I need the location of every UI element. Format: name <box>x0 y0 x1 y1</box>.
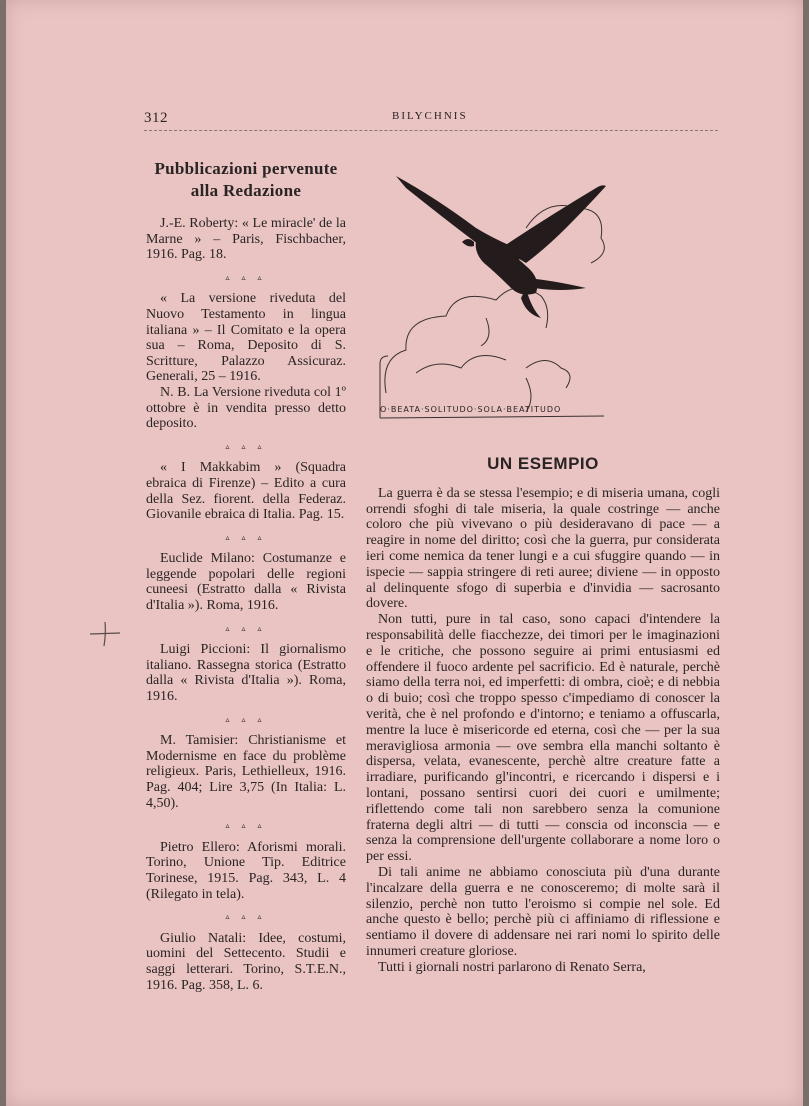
article-paragraph: Di tali anime ne abbiamo conosciuta più d'una durante l'incalzare della guerra e ne conosceremo; di molte sarà il silenzio, perchè non tutto l'eroismo si compie nel sole. Ed anche questo è bello; perchè più ci affiniamo di riflessione e sentiamo il dovere di addensare nei rari nomi lo spirito delle innumeri creature gloriose. <box>366 864 720 959</box>
separator-ornament: ▵ ▵ ▵ <box>225 441 267 451</box>
header-rule <box>144 130 718 131</box>
article-paragraph: Tutti i giornali nostri parlarono di Renato Serra, <box>378 959 646 975</box>
separator-ornament: ▵ ▵ ▵ <box>225 623 267 633</box>
publication-entry: « La versione riveduta del Nuovo Testamento in lingua italiana » – Il Comitato e la opera sua – Roma, Deposito di S. Scritture, Palazzo Assicuraz. Generali, 25 – 1916. <box>146 291 346 385</box>
publication-entry: Euclide Milano: Costumanze e leggende popolari delle regioni cuneesi (Estratto dalla « Rivista d'Italia »). Roma, 1916. <box>146 551 346 614</box>
article-column <box>366 456 720 976</box>
eagle-clouds-drawing <box>376 168 616 426</box>
publication-entry: M. Tamisier: Christianisme et Modernisme en face du problème religieux. Paris, Lethielleux, 1916. Pag. 404; Lire 3,75 (In Italia: L. 4,50). <box>146 733 346 811</box>
publication-entry: Giulio Natali: Idee, costumi, uomini del Settecento. Studii e saggi letterari. Torino, S.T.E.N., 1916. Pag. 358, L. 6. <box>146 930 346 993</box>
running-head: BILYCHNIS <box>392 110 468 122</box>
publication-entry: Pietro Ellero: Aforismi morali. Torino, Unione Tip. Editrice Torinese, 1915. Pag. 343, L. 4 (Rilegato in tela). <box>146 839 346 902</box>
separator-ornament: ▵ ▵ ▵ <box>225 821 267 831</box>
page-number: 312 <box>144 110 168 126</box>
separator-ornament: ▵ ▵ ▵ <box>225 912 267 922</box>
separator-ornament: ▵ ▵ ▵ <box>225 714 267 724</box>
publication-entry: J.-E. Roberty: « Le miracle' de la Marne » – Paris, Fischbacher, 1916. Pag. 18. <box>146 216 346 263</box>
publications-title: Pubblicazioni pervenute alla Redazione <box>154 159 338 200</box>
publications-column <box>146 158 346 993</box>
article-paragraph: La guerra è da se stessa l'esempio; e di miseria umana, cogli orrendi sfoghi di tale miseria, la quale costringe — anche coloro che più vivevano o più desideravano di pace — a reagire in nome del diritto; così che la guerra, pur considerata ieri come nemica da tener lungi e a cui sfuggire quando — in ispecie — sappia stringere di reti auree; diviene — in opposto al delinquente sfogo di superbia e d'invidia — sacrosanto dovere. <box>366 485 720 612</box>
page-header <box>144 108 718 128</box>
article-title: UN ESEMPIO <box>487 454 599 473</box>
eagle-illustration <box>376 168 616 426</box>
separator-ornament: ▵ ▵ ▵ <box>225 272 267 282</box>
publication-entry: « I Makkabim » (Squadra ebraica di Firenze) – Edito a cura della Sez. fiorent. della Federaz. Giovanile ebraica di Italia. Pag. 15. <box>146 460 346 523</box>
margin-cross-mark <box>88 620 122 648</box>
article-paragraph: Non tutti, pure in tal caso, sono capaci d'intendere la responsabilità delle fiacchezze, dei timori per le imaginazioni e le critiche, che possono seguire ai primi entusiasmi ed offendere il fuoco ardente pel sacrificio. Ed è naturale, perchè siamo della terra noi, ed imperfetti: di ombra, cioè; e di nebbia o di buio; così che troppo spesso c'impediamo di conoscer la verità, che è nel profondo e d'intorno; e teniamo a offuscarla, mentre la luce è misericorde ed eterna, così che — per la sua meravigliosa armonia — ove sembra ella manchi soltanto è dispersa, velata, evanescente, perchè altre creature fatte a irradiare, purificando gl'incontri, e ricercando i dispersi e i lontani, possano sentirsi cuori dei cuori e umilmente; riflettendo come tali non sarebbero senza la comunione fraterna degli altri — di tutti — conscia od inconscia — e senza la comprensione dell'urgente collaborare a nome loro o per essi. <box>366 612 720 865</box>
illustration-caption: O·BEATA·SOLITUDO·SOLA·BEATITUDO <box>380 405 562 414</box>
separator-ornament: ▵ ▵ ▵ <box>225 532 267 542</box>
publication-note: N. B. La Versione riveduta col 1º ottobre è in vendita presso detto deposito. <box>146 384 346 432</box>
publication-entry: Luigi Piccioni: Il giornalismo italiano. Rassegna storica (Estratto dalla « Rivista d'Italia »). Roma, 1916. <box>146 642 346 705</box>
